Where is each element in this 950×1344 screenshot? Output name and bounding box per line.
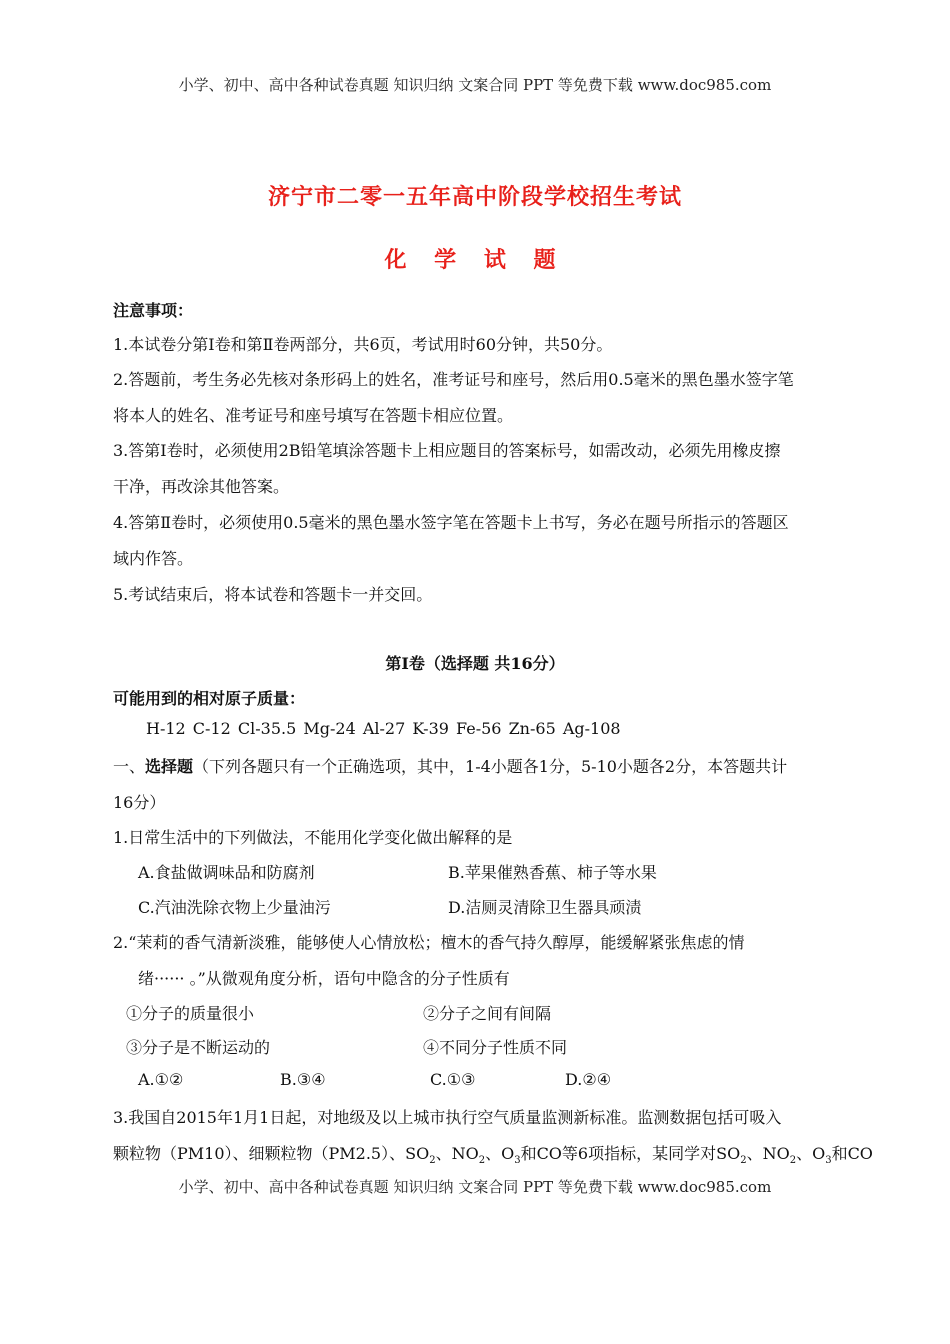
q3-text-1: 颗粒物（PM10）、细颗粒物（PM2.5）、SO <box>113 1144 430 1163</box>
q1-option-c: C.汽油洗除衣物上少量油污 <box>138 898 331 917</box>
q1-option-a: A.食盐做调味品和防腐剂 <box>138 863 315 882</box>
q1-option-d: D.洁厕灵清除卫生器具顽渍 <box>448 898 642 917</box>
notice-item-3a: 3.答第Ⅰ卷时，必须使用2B铅笔填涂答题卡上相应题目的答案标号，如需改动，必须先用橡皮擦 <box>113 441 781 460</box>
q3-sep: 、O <box>796 1144 826 1163</box>
part-one-instructions <box>113 754 787 777</box>
q2-option-c: C.①③ <box>430 1070 476 1089</box>
part-label: 一、 <box>113 757 146 776</box>
question-2-stem-b: 绪······ 。”从微观角度分析，语句中隐含的分子性质有 <box>138 969 510 988</box>
q2-option-d: D.②④ <box>565 1070 612 1089</box>
q3-sep: 、O <box>485 1144 515 1163</box>
notice-item-5: 5.考试结束后，将本试卷和答题卡一并交回。 <box>113 585 433 604</box>
notice-item-4a: 4.答第Ⅱ卷时，必须使用0.5毫米的黑色墨水签字笔在答题卡上书写，务必在题号所指示的答题区 <box>113 513 789 532</box>
q2-statement-1: ①分子的质量很小 <box>126 1004 255 1023</box>
notice-item-3b: 干净，再改涂其他答案。 <box>113 477 290 496</box>
q3-sep: 、NO <box>435 1144 479 1163</box>
q2-statement-2: ②分子之间有间隔 <box>423 1004 552 1023</box>
exam-subtitle: 化 学 试 题 <box>384 247 566 273</box>
part-description: （下列各题只有一个正确选项，其中，1-4小题各1分，5-10小题各2分，本答题共计 <box>193 757 788 776</box>
q3-sub: 3 <box>825 1155 832 1167</box>
page-header: 小学、初中、高中各种试卷真题 知识归纳 文案合同 PPT 等免费下载 www.doc985.com <box>178 76 772 94</box>
q3-sub: 2 <box>789 1155 797 1167</box>
q3-sub: 2 <box>478 1155 486 1167</box>
question-2-stem-a: 2.“茉莉的香气清新淡雅，能够使人心情放松；檀木的香气持久醇厚，能缓解紧张焦虑的情 <box>113 933 745 952</box>
part-description-cont: 16分） <box>113 793 166 812</box>
atomic-mass-heading: 可能用到的相对原子质量： <box>113 689 306 708</box>
q2-statement-4: ④不同分子性质不同 <box>423 1038 568 1057</box>
question-1-stem: 1.日常生活中的下列做法，不能用化学变化做出解释的是 <box>113 828 513 847</box>
notice-item-2a: 2.答题前，考生务必先核对条形码上的姓名，准考证号和座号，然后用0.5毫米的黑色墨水签字笔 <box>113 370 794 389</box>
q2-statement-3: ③分子是不断运动的 <box>126 1038 271 1057</box>
notice-item-2b: 将本人的姓名、准考证号和座号填写在答题卡相应位置。 <box>113 406 514 425</box>
section-heading: 第Ⅰ卷（选择题 共16分） <box>385 654 565 673</box>
q3-text-2: 和CO等6项指标，某同学对SO <box>520 1144 741 1163</box>
question-3-stem-b <box>113 1141 873 1166</box>
q3-text-3: 和CO <box>831 1144 873 1163</box>
q2-option-b: B.③④ <box>280 1070 326 1089</box>
page-footer: 小学、初中、高中各种试卷真题 知识归纳 文案合同 PPT 等免费下载 www.doc985.com <box>178 1178 772 1196</box>
notice-heading: 注意事项： <box>113 301 194 320</box>
notice-item-4b: 域内作答。 <box>113 549 194 568</box>
notice-item-1: 1.本试卷分第Ⅰ卷和第Ⅱ卷两部分，共6页，考试用时60分钟，共50分。 <box>113 335 613 354</box>
q3-sep: 、NO <box>746 1144 790 1163</box>
part-title: 选择题 <box>145 757 194 776</box>
question-3-stem-a: 3.我国自2015年1月1日起，对地级及以上城市执行空气质量监测新标准。监测数据包括可吸入 <box>113 1108 782 1127</box>
exam-title: 济宁市二零一五年高中阶段学校招生考试 <box>267 184 682 210</box>
q3-sub: 3 <box>514 1155 521 1167</box>
q2-option-a: A.①② <box>138 1070 184 1089</box>
q1-option-b: B.苹果催熟香蕉、柿子等水果 <box>448 863 657 882</box>
atomic-mass-values: H-12 C-12 Cl-35.5 Mg-24 Al-27 K-39 Fe-56 Zn-65 Ag-108 <box>146 719 621 738</box>
q3-sub: 2 <box>429 1155 436 1167</box>
q3-sub: 2 <box>740 1155 747 1167</box>
